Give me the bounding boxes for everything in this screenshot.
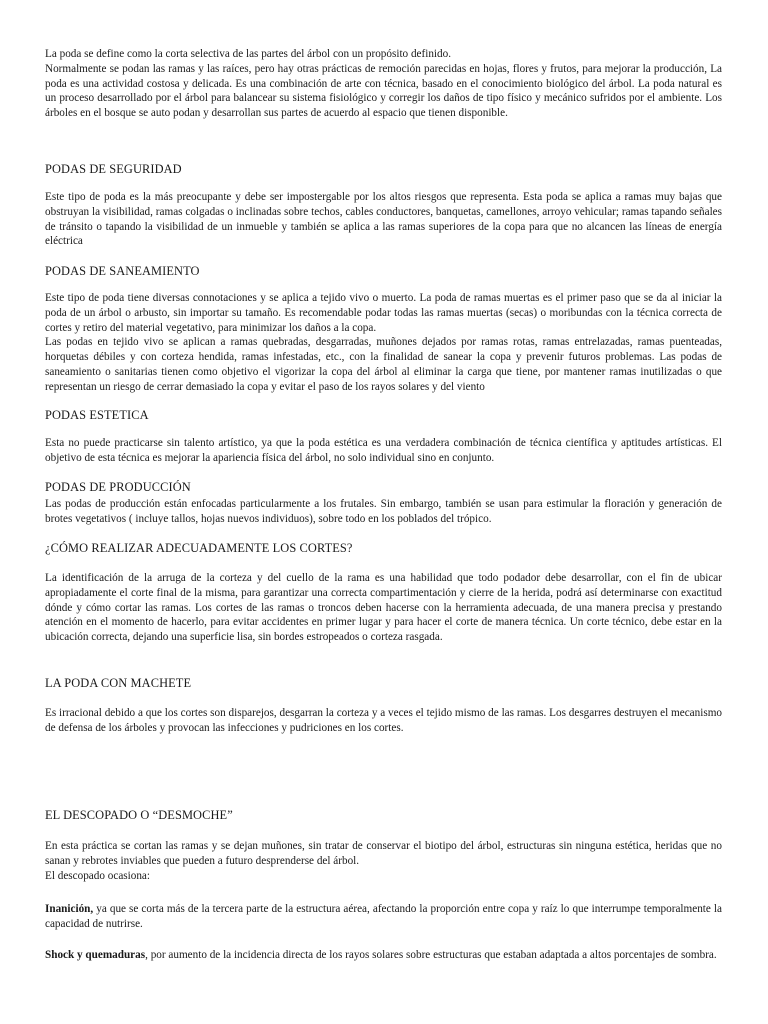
cortes-block	[45, 571, 722, 645]
effect-text-inanicion: ya que se corta más de la tercera parte de la estructura aérea, afectando la proporción entre copa y raíz lo que interrumpe temporalmente la capacidad de nutrirse.	[45, 903, 722, 930]
effect-text-shock: , por aumento de la incidencia directa de los rayos solares sobre estructuras que estaban adaptada a altos porcentajes de sombra.	[145, 949, 717, 961]
machete-paragraph: Es irracional debido a que los cortes son disparejos, desgarran la corteza y a veces el tejido mismo de las ramas. Los desgarres destruyen el mecanismo de defensa de los árboles y provocan las infecciones y pudriciones en los cortes.	[45, 707, 722, 734]
saneamiento-paragraph-1: Este tipo de poda tiene diversas connotaciones y se aplica a tejido vivo o muerto. La poda de ramas muertas es el primer paso que se da al iniciar la poda de un árbol o arbusto, sin importar su tamaño. Es recomendable podar todas las ramas muertas (secas) o moribundas con la técnica correcta de cortes y retiro del material vegetativo, para minimizar los daños a la copa.	[45, 292, 722, 334]
effect-term-inanicion: Inanición,	[45, 903, 94, 915]
saneamiento-block	[45, 291, 722, 395]
intro-block	[45, 47, 722, 121]
estetica-block	[45, 436, 722, 466]
effect-inanicion	[45, 902, 722, 932]
heading-como-realizar-cortes: ¿CÓMO REALIZAR ADECUADAMENTE LOS CORTES?	[45, 541, 353, 555]
descopado-ocasiona: El descopado ocasiona:	[45, 869, 151, 882]
heading-podas-seguridad: PODAS DE SEGURIDAD	[45, 162, 182, 176]
cortes-paragraph: La identificación de la arruga de la corteza y del cuello de la rama es una habilidad que todo podador debe desarrollar, con el fin de ubicar apropiadamente el corte final de la misma, para garantizar una correcta compartimentación y cierre de la herida, podrá así determinarse con exactitud dónde y cómo cortar las ramas. Los cortes de las ramas o troncos deben hacerse con la herramienta adecuada, de una manera precisa y prestando atención en el momento de hacerlo, para evitar accidentes en primer lugar y para hacer el corte de manera técnica. Un corte técnico, debe estar en la ubicación correcta, dejando una superficie lisa, sin bordes estropeados o corteza rasgada.	[45, 572, 722, 644]
heading-poda-machete: LA PODA CON MACHETE	[45, 676, 192, 690]
estetica-paragraph: Esta no puede practicarse sin talento artístico, ya que la poda estética es una verdadera combinación de técnica científica y aptitudes artísticas. El objetivo de esta técnica es mejorar la apariencia física del árbol, no solo individual sino en conjunto.	[45, 437, 722, 464]
effect-shock	[45, 948, 722, 963]
saneamiento-paragraph-2: Las podas en tejido vivo se aplican a ramas quebradas, desgarradas, muñones dejados por ramas rotas, ramas entrelazadas, ramas puenteadas, horquetas débiles y con corteza hendida, ramas infestadas, etc., con la finalidad de sanear la copa y prevenir futuros problemas. Las podas de saneamiento o sanitarias tienen como objetivo el vigorizar la copa del árbol al eliminar la carga que tiene, por mantener ramas inutilizadas o que representan un riesgo de cerrar demasiado la copa y evitar el paso de los rayos solares y del viento	[45, 336, 722, 393]
produccion-block	[45, 497, 722, 527]
heading-descopado: EL DESCOPADO O “DESMOCHE”	[45, 808, 233, 822]
heading-podas-saneamiento: PODAS DE SANEAMIENTO	[45, 264, 200, 278]
seguridad-paragraph: Este tipo de poda es la más preocupante y debe ser impostergable por los altos riesgos que representa. Esta poda se aplica a ramas muy bajas que obstruyan la visibilidad, ramas colgadas o inclinadas sobre techos, cables conductores, banquetas, camellones, arroyo vehicular; ramas tapando señales de tránsito o tapando la visibilidad de un inmueble y también se aplica a las ramas superiores de la copa para que no alcancen las líneas de energía eléctrica	[45, 191, 722, 248]
intro-first-line: La poda se define como la corta selectiva de las partes del árbol con un propósito definido.	[45, 48, 452, 60]
seguridad-block	[45, 190, 722, 249]
effect-term-shock: Shock y quemaduras	[45, 949, 146, 961]
descopado-block	[45, 839, 722, 883]
heading-podas-produccion: PODAS DE PRODUCCIÓN	[45, 480, 191, 494]
descopado-paragraph: En esta práctica se cortan las ramas y se dejan muñones, sin tratar de conservar el biotipo del árbol, estructuras sin ninguna estética, heridas que no sanan y rebrotes inviables que pueden a futuro desprenderse del árbol.	[45, 840, 722, 867]
machete-block	[45, 706, 722, 736]
intro-paragraph: Normalmente se podan las ramas y las raíces, pero hay otras prácticas de remoción parecidas en hojas, flores y frutos, para mejorar la producción, La poda es una actividad costosa y delicada. Es una combinación de arte con técnica, basado en el conocimiento biológico del árbol. La poda natural es un proceso desarrollado por el árbol para balancear su sistema fisiológico y corregir los daños de tipo físico y mecánico sufridos por el ambiente. Los árboles en el bosque se auto podan y desarrollan sus partes de acuerdo al espacio que tienen disponible.	[45, 62, 722, 120]
heading-podas-estetica: PODAS ESTETICA	[45, 408, 149, 422]
produccion-paragraph: Las podas de producción están enfocadas particularmente a los frutales. Sin embargo, también se usan para estimular la floración y generación de brotes vegetativos ( incluye tallos, hojas nuevos individuos), sobre todo en los poblados del trópico.	[45, 498, 722, 525]
